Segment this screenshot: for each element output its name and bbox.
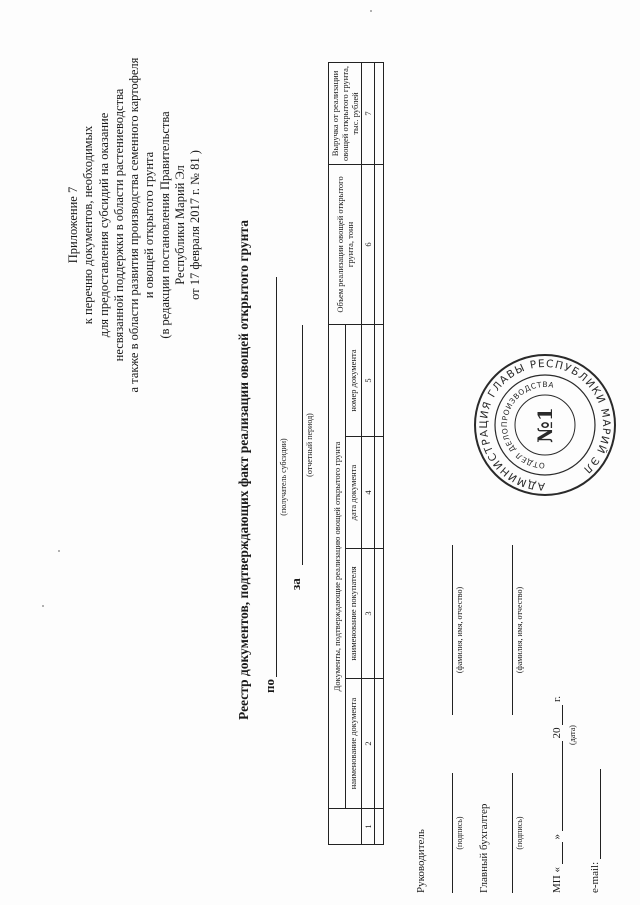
year-prefix: 20 bbox=[551, 727, 563, 739]
appendix-line: от 17 февраля 2017 г. № 81 ) bbox=[188, 150, 203, 300]
recipient-field-line[interactable] bbox=[276, 277, 277, 677]
table-cell[interactable] bbox=[375, 437, 384, 549]
appendix-line: а также в области развития производства семенного картофеля bbox=[127, 57, 142, 393]
header-cell-volume: Объем реализации овощей открытого грунта, тонн bbox=[329, 164, 362, 324]
stamp-number: №1 bbox=[533, 407, 557, 443]
official-seal-stamp bbox=[470, 350, 620, 500]
accountant-signature-caption: (подпись) bbox=[515, 816, 524, 850]
email-label: e-mail: bbox=[589, 861, 601, 893]
appendix-line: Республики Марий Эл bbox=[173, 165, 188, 285]
table-cell[interactable] bbox=[375, 549, 384, 679]
year-suffix: г. bbox=[551, 695, 563, 703]
header-cell-blank bbox=[329, 809, 362, 845]
appendix-line: и овощей открытого грунта bbox=[142, 151, 157, 299]
month-field-line[interactable] bbox=[550, 741, 563, 831]
column-number: 7 bbox=[362, 62, 375, 164]
appendix-line: к перечню документов, необходимых bbox=[81, 125, 96, 325]
table-empty-row bbox=[375, 62, 384, 844]
document-title: Реестр документов, подтверждающих факт реализации овощей открытого грунта bbox=[236, 220, 251, 720]
appendix-line: (в редакции постановления Правительства bbox=[157, 111, 172, 339]
recipient-caption: (получатель субсидии) bbox=[279, 438, 288, 516]
appendix-header bbox=[66, 15, 204, 435]
column-number: 5 bbox=[362, 324, 375, 436]
stamp-inner-text: ОТДЕЛ ДЕЛОПРОИЗВОДСТВА bbox=[499, 379, 555, 471]
email-field-line[interactable] bbox=[588, 769, 601, 859]
table-cell[interactable] bbox=[375, 164, 384, 324]
registry-table bbox=[328, 62, 384, 845]
period-caption: (отчетный период) bbox=[305, 413, 314, 477]
table-cell[interactable] bbox=[375, 62, 384, 164]
head-name-line[interactable] bbox=[452, 545, 453, 715]
table-number-row bbox=[362, 62, 375, 844]
date-row bbox=[550, 696, 563, 893]
head-signature-line[interactable] bbox=[452, 773, 453, 893]
table-cell[interactable] bbox=[375, 809, 384, 845]
accountant-signature-line[interactable] bbox=[512, 773, 513, 893]
stamp-ring-text: АДМИНИСТРАЦИЯ ГЛАВЫ РЕСПУБЛИКИ МАРИЙ ЭЛ bbox=[477, 357, 613, 493]
column-number: 4 bbox=[362, 437, 375, 549]
appendix-line: для предоставления субсидий на оказание bbox=[96, 112, 111, 338]
accountant-name-caption: (фамилия, имя, отчество) bbox=[515, 586, 524, 674]
header-cell-doc-name: наименование документа bbox=[345, 679, 362, 809]
header-cell-buyer: наименование покупателя bbox=[345, 549, 362, 679]
recipient-label: по bbox=[262, 679, 277, 693]
header-cell-revenue: Выручка от реализации овощей открытого грунта, тыс. рублей bbox=[329, 62, 362, 164]
appendix-line: Приложение 7 bbox=[66, 186, 80, 264]
scan-speck bbox=[370, 10, 372, 12]
mp-label: МП « bbox=[551, 867, 563, 893]
head-name-caption: (фамилия, имя, отчество) bbox=[455, 586, 464, 674]
header-cell-doc-number: номер документа bbox=[345, 324, 362, 436]
quote-close: » bbox=[551, 834, 563, 840]
head-label: Руководитель bbox=[415, 829, 427, 893]
header-group-documents: Документы, подтверждающие реализацию овощей открытого грунта bbox=[329, 324, 346, 808]
year-field-line[interactable] bbox=[550, 705, 563, 725]
head-signature-caption: (подпись) bbox=[455, 816, 464, 850]
column-number: 2 bbox=[362, 679, 375, 809]
column-number: 1 bbox=[362, 809, 375, 845]
table-header-row bbox=[329, 62, 346, 844]
date-caption: (дата) bbox=[568, 725, 577, 745]
period-label: за bbox=[288, 578, 303, 590]
day-field-line[interactable] bbox=[550, 842, 563, 864]
column-number: 6 bbox=[362, 164, 375, 324]
appendix-line: несвязанной поддержки в области растениеводства bbox=[111, 88, 126, 362]
scan-speck bbox=[58, 550, 60, 552]
table-cell[interactable] bbox=[375, 324, 384, 436]
period-field-line[interactable] bbox=[302, 325, 303, 565]
header-cell-doc-date: дата документа bbox=[345, 437, 362, 549]
accountant-label: Главный бухгалтер bbox=[478, 803, 490, 893]
column-number: 3 bbox=[362, 549, 375, 679]
scan-speck bbox=[42, 605, 44, 607]
email-row bbox=[588, 769, 601, 893]
table-cell[interactable] bbox=[375, 679, 384, 809]
accountant-name-line[interactable] bbox=[512, 545, 513, 715]
